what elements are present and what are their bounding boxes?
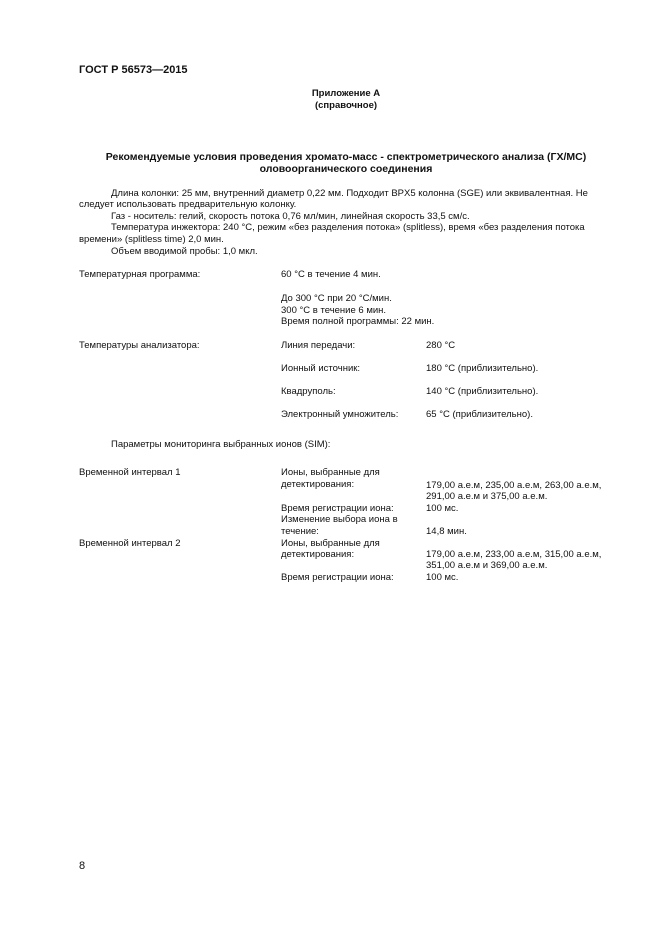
interval2-ions-values-line1: 179,00 а.е.м, 233,00 а.е.м, 315,00 а.е.м, [426,549,602,560]
analyzer-row-value: 280 °С [426,340,456,351]
analyzer-row-value: 65 °С (приблизительно). [426,409,533,420]
interval1-dwell-label: Время регистрации иона: [281,503,394,514]
interval1-dwell-value: 100 мс. [426,503,459,514]
appendix-label: Приложение А [311,88,381,99]
interval1-ions-values-line1: 179,00 а.е.м, 235,00 а.е.м, 263,00 а.е.м, [426,480,602,491]
section-title-line2: оловоорганического соединения [259,163,433,175]
analyzer-row-name: Линия передачи: [281,340,356,351]
interval2-label: Временной интервал 2 [79,538,181,549]
analyzer-row-name: Квадруполь: [281,386,336,397]
temp-program-total: Время полной программы: 22 мин. [281,316,435,327]
column-paragraph-line2: следует использовать предварительную колонку. [79,199,297,210]
page-number: 8 [79,860,86,872]
injection-volume-paragraph: Объем вводимой пробы: 1,0 мкл. [111,246,258,257]
temp-program-label: Температурная программа: [79,269,201,280]
temp-program-step3: 300 °С в течение 6 мин. [281,305,387,316]
analyzer-row-name: Ионный источник: [281,363,361,374]
temp-program-step1: 60 °С в течение 4 мин. [281,269,381,280]
interval2-dwell-label: Время регистрации иона: [281,572,394,583]
analyzer-label: Температуры анализатора: [79,340,200,351]
standard-designation: ГОСТ Р 56573—2015 [79,64,188,76]
column-paragraph-line1: Длина колонки: 25 мм, внутренний диаметр 0,22 мм. Подходит BPX5 колонна (SGE) или эквивалентная. Не [111,188,588,199]
interval1-ions-values-line2: 291,00 а.е.м и 375,00 а.е.м. [426,491,548,502]
interval2-ions-label-line1: Ионы, выбранные для [281,538,380,549]
interval1-ions-label-line1: Ионы, выбранные для [281,467,380,478]
interval1-label: Временной интервал 1 [79,467,181,478]
interval1-ions-label-line2: детектирования: [281,479,355,490]
section-title-line1: Рекомендуемые условия проведения хромато-масс - спектрометрического анализа (ГХ/МС) [105,151,587,163]
temp-program-step2: До 300 °С при 20 °С/мин. [281,293,392,304]
injector-paragraph-line2: времени» (splitless time) 2,0 мин. [79,234,224,245]
interval2-ions-values-line2: 351,00 а.е.м и 369,00 а.е.м. [426,560,548,571]
sim-heading: Параметры мониторинга выбранных ионов (SIM): [111,439,331,450]
injector-paragraph-line1: Температура инжектора: 240 °С, режим «без разделения потока» (splitless), время «без разделения потока [111,222,585,233]
interval2-ions-label-line2: детектирования: [281,549,355,560]
analyzer-row-value: 180 °С (приблизительно). [426,363,539,374]
interval1-switch-value: 14,8 мин. [426,526,467,537]
interval2-dwell-value: 100 мс. [426,572,459,583]
analyzer-row-value: 140 °С (приблизительно). [426,386,539,397]
appendix-kind: (справочное) [314,100,378,111]
analyzer-row-name: Электронный умножитель: [281,409,399,420]
carrier-gas-paragraph: Газ - носитель: гелий, скорость потока 0,76 мл/мин, линейная скорость 33,5 см/с. [111,211,470,222]
interval1-switch-label-line1: Изменение выбора иона в [281,514,398,525]
interval1-switch-label-line2: течение: [281,526,319,537]
